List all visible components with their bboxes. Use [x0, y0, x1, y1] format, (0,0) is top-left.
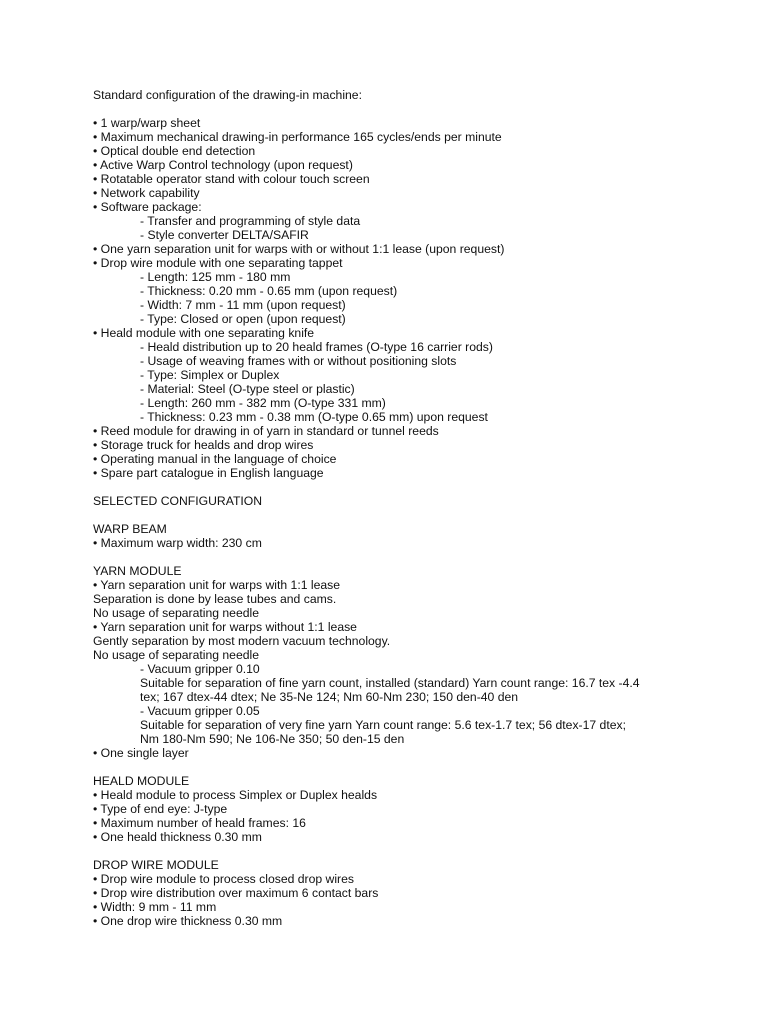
list-item: • Spare part catalogue in English language	[93, 466, 324, 480]
spacer	[93, 480, 733, 494]
list-item: • Maximum mechanical drawing-in performance 165 cycles/ends per minute	[93, 130, 502, 144]
list-item: • Reed module for drawing in of yarn in standard or tunnel reeds	[93, 424, 439, 438]
list-item: • Heald module with one separating knife	[93, 326, 315, 340]
list-item: • Yarn separation unit for warps with 1:1 lease	[93, 578, 341, 592]
sub-item: - Style converter DELTA/SAFIR	[140, 228, 309, 242]
list-item: • Maximum warp width: 230 cm	[93, 536, 262, 550]
spacer	[93, 760, 733, 774]
list-item: • Operating manual in the language of choice	[93, 452, 337, 466]
list-item: • Type of end eye: J-type	[93, 802, 228, 816]
sub-item: - Thickness: 0.23 mm - 0.38 mm (O-type 0.65 mm) upon request	[140, 410, 488, 424]
sub-item: tex; 167 dtex-44 dtex; Ne 35-Ne 124; Nm 60-Nm 230; 150 den-40 den	[140, 690, 519, 704]
sub-item: - Vacuum gripper 0.05	[140, 704, 260, 718]
list-item: • Software package:	[93, 200, 202, 214]
spacer	[93, 102, 733, 116]
list-item: • One yarn separation unit for warps with or without 1:1 lease (upon request)	[93, 242, 505, 256]
list-item: Separation is done by lease tubes and cams.	[93, 592, 337, 606]
sub-item: Nm 180-Nm 590; Ne 106-Ne 350; 50 den-15 den	[140, 732, 405, 746]
sub-item: - Width: 7 mm - 11 mm (upon request)	[140, 298, 346, 312]
section-heading: HEALD MODULE	[93, 774, 190, 788]
list-item: • One single layer	[93, 746, 189, 760]
list-item: • Active Warp Control technology (upon request)	[93, 158, 353, 172]
list-item: • Drop wire distribution over maximum 6 contact bars	[93, 886, 379, 900]
spacer	[93, 508, 733, 522]
list-item: • Heald module to process Simplex or Duplex healds	[93, 788, 378, 802]
list-item: • One drop wire thickness 0.30 mm	[93, 914, 283, 928]
sub-item: - Usage of weaving frames with or without positioning slots	[140, 354, 457, 368]
list-item: Gently separation by most modern vacuum technology.	[93, 634, 391, 648]
sub-item: - Transfer and programming of style data	[140, 214, 361, 228]
spacer	[93, 550, 733, 564]
list-item: • Network capability	[93, 186, 200, 200]
sub-item: - Type: Closed or open (upon request)	[140, 312, 346, 326]
spacer	[93, 844, 733, 858]
list-item: • Width: 9 mm - 11 mm	[93, 900, 217, 914]
intro-title: Standard configuration of the drawing-in machine:	[93, 88, 362, 102]
section-heading: WARP BEAM	[93, 522, 167, 536]
list-item: • Maximum number of heald frames: 16	[93, 816, 306, 830]
sub-item: - Vacuum gripper 0.10	[140, 662, 260, 676]
section-heading: SELECTED CONFIGURATION	[93, 494, 263, 508]
sub-item: - Heald distribution up to 20 heald frames (O-type 16 carrier rods)	[140, 340, 493, 354]
section-heading: YARN MODULE	[93, 564, 182, 578]
sub-item: - Type: Simplex or Duplex	[140, 368, 280, 382]
sub-item: - Thickness: 0.20 mm - 0.65 mm (upon request)	[140, 284, 398, 298]
list-item: • One heald thickness 0.30 mm	[93, 830, 262, 844]
list-item: • Drop wire module with one separating tappet	[93, 256, 343, 270]
document-body	[93, 88, 733, 928]
list-item: • Storage truck for healds and drop wires	[93, 438, 314, 452]
list-item: No usage of separating needle	[93, 606, 260, 620]
section-heading: DROP WIRE MODULE	[93, 858, 219, 872]
sub-item: - Material: Steel (O-type steel or plastic)	[140, 382, 355, 396]
sub-item: Suitable for separation of fine yarn count, installed (standard) Yarn count range: 16.7 tex -4.4	[140, 676, 640, 690]
list-item: • Yarn separation unit for warps without 1:1 lease	[93, 620, 357, 634]
sub-item: Suitable for separation of very fine yarn Yarn count range: 5.6 tex-1.7 tex; 56 dtex-17 dtex;	[140, 718, 626, 732]
list-item: • 1 warp/warp sheet	[93, 116, 201, 130]
list-item: • Drop wire module to process closed drop wires	[93, 872, 354, 886]
sub-item: - Length: 125 mm - 180 mm	[140, 270, 291, 284]
sub-item: - Length: 260 mm - 382 mm (O-type 331 mm)	[140, 396, 386, 410]
list-item: • Optical double end detection	[93, 144, 256, 158]
list-item: No usage of separating needle	[93, 648, 260, 662]
list-item: • Rotatable operator stand with colour touch screen	[93, 172, 370, 186]
